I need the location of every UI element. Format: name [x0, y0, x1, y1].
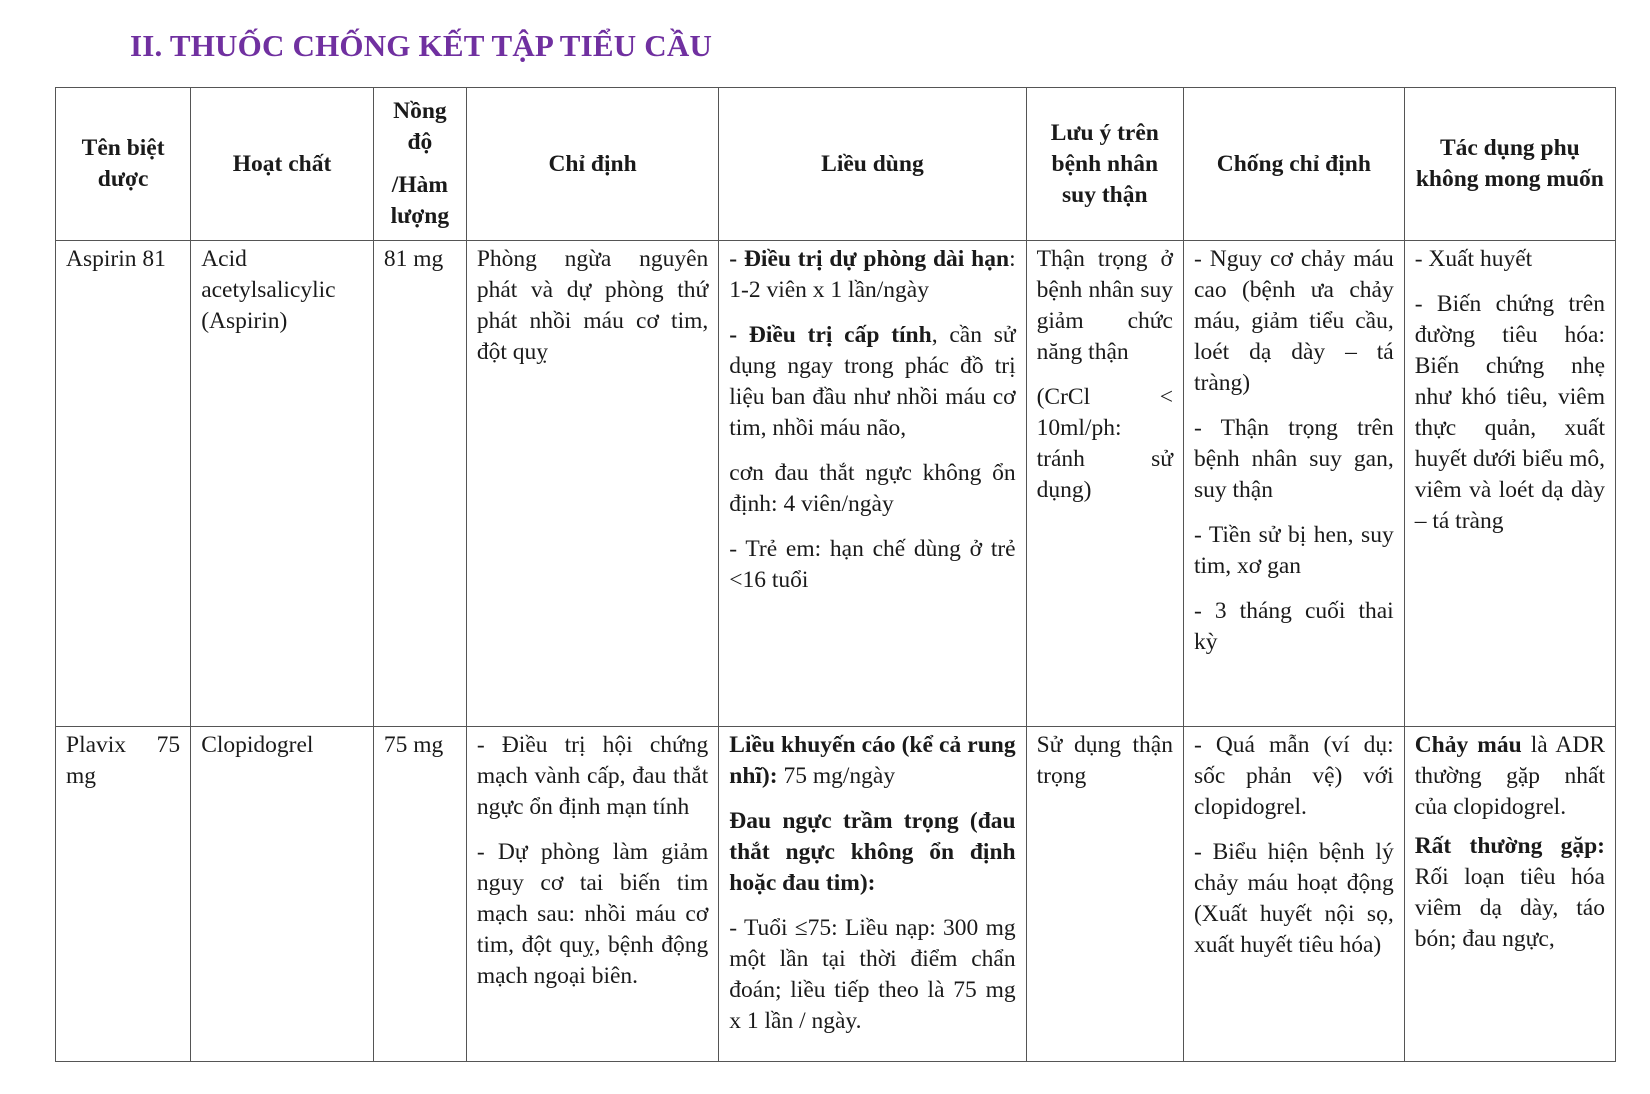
cell-active-ingredient: Clopidogrel	[191, 727, 374, 1062]
cell-adverse-effects	[1404, 241, 1615, 727]
dosage-paragraph	[729, 730, 1015, 792]
cell-dosage	[719, 241, 1026, 727]
contra-paragraph: - Biểu hiện bệnh lý chảy máu hoạt động (Xuất huyết nội sọ, xuất huyết tiêu hóa)	[1193, 839, 1394, 958]
header-concentration	[373, 88, 466, 241]
table-header-row	[56, 88, 1616, 241]
cell-dosage	[719, 727, 1026, 1062]
adverse-paragraph	[1415, 831, 1605, 955]
section-title: II. THUỐC CHỐNG KẾT TẬP TIỂU CẦU	[130, 28, 713, 63]
header-brand: Tên biệt dược	[56, 88, 191, 241]
contra-paragraph: - 3 tháng cuối thai kỳ	[1193, 598, 1394, 655]
cell-renal-note: Sử dụng thận trọng	[1026, 727, 1183, 1062]
renal-paragraph: Thận trọng ở bệnh nhân suy giảm chức năng thận	[1036, 246, 1173, 365]
header-dosage: Liều dùng	[719, 88, 1026, 241]
cell-indication	[466, 727, 718, 1062]
dosage-bold-label: Đau ngực trầm trọng (đau thắt ngực không ổn định hoặc đau tim):	[729, 808, 1016, 896]
cell-strength: 81 mg	[373, 241, 466, 727]
contra-paragraph: - Thận trọng trên bệnh nhân suy gan, suy thận	[1193, 415, 1394, 503]
dosage-paragraph	[729, 244, 1015, 306]
adverse-paragraph: - Biến chứng trên đường tiêu hóa: Biến chứng nhẹ như khó tiêu, viêm thực quản, xuất huyết dưới biểu mô, viêm và loét dạ dày – tá tràng	[1414, 291, 1605, 534]
indication-paragraph: - Điều trị hội chứng mạch vành cấp, đau thắt ngực ổn định mạn tính	[476, 732, 709, 820]
cell-contraindication	[1183, 727, 1404, 1062]
cell-strength: 75 mg	[373, 727, 466, 1062]
contra-paragraph: - Tiền sử bị hen, suy tim, xơ gan	[1193, 522, 1394, 579]
header-renal-note: Lưu ý trên bệnh nhân suy thận	[1026, 88, 1183, 241]
header-concentration-line2: /Hàm lượng	[390, 172, 450, 229]
cell-adverse-effects	[1404, 727, 1615, 1062]
header-active-ingredient: Hoạt chất	[191, 88, 374, 241]
cell-contraindication	[1183, 241, 1404, 727]
renal-paragraph: (CrCl < 10ml/ph: tránh sử dụng)	[1036, 384, 1173, 503]
header-contraindication: Chống chỉ định	[1183, 88, 1404, 241]
cell-indication: Phòng ngừa nguyên phát và dự phòng thứ phát nhồi máu cơ tim, đột quỵ	[466, 241, 718, 727]
contra-paragraph: - Nguy cơ chảy máu cao (bệnh ưa chảy máu, giảm tiểu cầu, loét dạ dày – tá tràng)	[1193, 246, 1394, 396]
dosage-bold-label: Liều khuyến cáo (kể cả rung nhĩ):	[729, 732, 1016, 789]
adverse-text: Rối loạn tiêu hóa viêm dạ dày, táo bón; đau ngực,	[1414, 864, 1605, 952]
cell-brand: Aspirin 81	[56, 241, 191, 727]
table-row-aspirin	[56, 241, 1616, 727]
contra-paragraph: - Quá mẫn (ví dụ: sốc phản vệ) với clopidogrel.	[1193, 732, 1394, 820]
dosage-bold-label: - Điều trị cấp tính	[729, 322, 932, 348]
dosage-paragraph	[729, 320, 1015, 444]
cell-brand: Plavix 75 mg	[56, 727, 191, 1062]
cell-renal-note	[1026, 241, 1183, 727]
adverse-paragraph: - Xuất huyết	[1414, 246, 1533, 272]
table-row-plavix	[56, 727, 1616, 1062]
dosage-text: 75 mg/ngày	[777, 763, 896, 789]
adverse-paragraph	[1415, 730, 1605, 823]
dosage-paragraph: - Trẻ em: hạn chế dùng ở trẻ <16 tuổi	[729, 536, 1016, 593]
dosage-bold-label: - Điều trị dự phòng dài hạn	[729, 246, 1010, 272]
dosage-text: : 1-2 viên x 1 lần/ngày	[729, 246, 1016, 303]
dosage-paragraph: cơn đau thắt ngực không ổn định: 4 viên/ngày	[729, 460, 1016, 517]
indication-paragraph: - Dự phòng làm giảm nguy cơ tai biến tim mạch sau: nhồi máu cơ tim, đột quỵ, bệnh động mạch ngoại biên.	[476, 839, 709, 989]
adverse-bold-label: Rất thường gặp:	[1414, 833, 1605, 859]
dosage-text: , cần sử dụng ngay trong phác đồ trị liệu ban đầu như nhồi máu cơ tim, nhồi máu não,	[729, 322, 1016, 441]
header-adverse-effects: Tác dụng phụ không mong muốn	[1404, 88, 1615, 241]
header-concentration-line1: Nồng độ	[393, 98, 447, 155]
dosage-paragraph: - Tuổi ≤75: Liều nạp: 300 mg một lần tại thời điểm chẩn đoán; liều tiếp theo là 75 mg x 1 lần / ngày.	[729, 915, 1016, 1034]
antiplatelet-drug-table	[55, 87, 1616, 1062]
header-indication: Chỉ định	[466, 88, 718, 241]
cell-active-ingredient: Acid acetylsalicylic (Aspirin)	[191, 241, 374, 727]
dosage-paragraph	[729, 806, 1015, 899]
adverse-bold-label: Chảy máu	[1414, 732, 1522, 758]
adverse-text: là ADR thường gặp nhất của clopidogrel.	[1414, 732, 1606, 820]
